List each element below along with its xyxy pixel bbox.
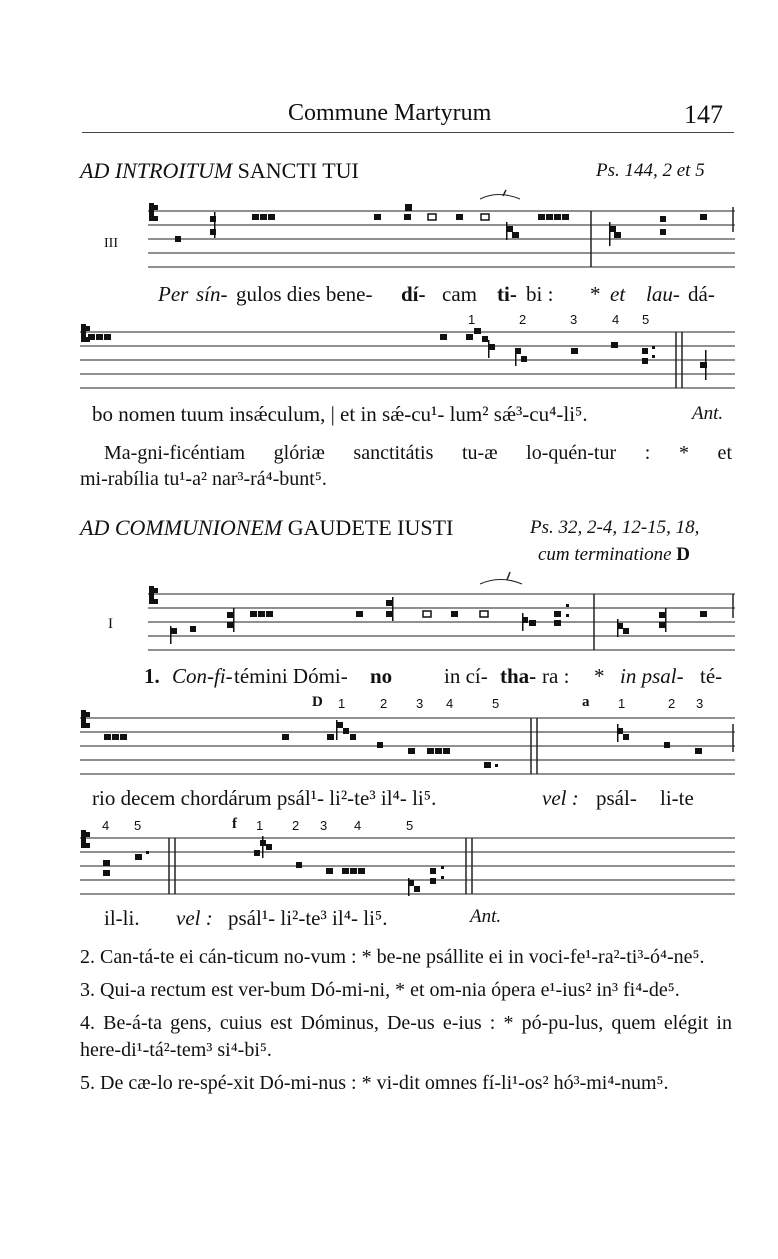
lyric-word: ti- xyxy=(497,282,517,306)
term-number: 4 xyxy=(354,818,362,833)
lyric-word: dí- xyxy=(401,282,426,306)
lyric-word: et xyxy=(610,282,626,306)
lyric-text: psál¹- li²-te³ il⁴- li⁵. xyxy=(228,906,388,930)
verse-2: 2. Can-tá-te ei cán-ticum no-vum : * be-ne psállite ei in voci-fe¹-ra²-ti³-ó⁴-ne⁵. xyxy=(80,946,705,968)
term-number: 2 xyxy=(292,818,300,833)
term-number: 2 xyxy=(519,312,527,327)
lyric-word: psál- xyxy=(596,786,637,810)
lyric-word: té- xyxy=(700,664,723,688)
term-number: 3 xyxy=(416,696,424,711)
communion-heading xyxy=(80,515,453,541)
lyric-word: tha- xyxy=(500,664,537,688)
communion-heading-rest: GAUDETE IUSTI xyxy=(287,515,454,540)
verse-4: 4. Be-á-ta gens, cuius est Dóminus, De-us e-ius : * pó-pu-lus, quem elégit in here-di¹-tá²-tem³ si⁴-bi⁵. xyxy=(80,1012,732,1061)
lyric-word: li-te xyxy=(660,786,694,810)
verse-3: 3. Qui-a rectum est ver-bum Dó-mi-ni, * et om-nia ópera e¹-ius² in³ fi⁴-de⁵. xyxy=(80,979,680,1001)
antiphon-line: mi-rabília tu¹-a² nar³-rá⁴-bunt⁵. xyxy=(80,468,327,490)
termination-letter-a: a xyxy=(582,694,590,710)
term-number: 3 xyxy=(320,818,328,833)
lyric-word: no xyxy=(370,664,393,688)
termination-letter-d: D xyxy=(312,694,323,710)
communion-lyrics-3 xyxy=(104,906,524,934)
communion-termination xyxy=(538,544,690,566)
communion-lyrics-1 xyxy=(144,664,738,692)
lyric-star: * xyxy=(590,282,601,306)
term-number: 5 xyxy=(134,818,142,833)
term-number: 1 xyxy=(338,696,346,711)
term-number: 5 xyxy=(642,312,650,327)
lyric-word: lau- xyxy=(646,282,680,306)
term-number: 1 xyxy=(256,818,264,833)
running-title: Commune Martyrum xyxy=(288,100,492,126)
lyric-text: rio decem chordárum psál¹- li²-te³ il⁴- li⁵. xyxy=(92,786,437,810)
lyric-word: sín- xyxy=(196,282,228,306)
lyric-word: Per xyxy=(158,282,189,306)
term-number: 2 xyxy=(380,696,388,711)
lyric-star: * xyxy=(594,664,605,688)
introit-lyrics-2 xyxy=(92,402,588,427)
introit-antiphon-text xyxy=(104,440,732,467)
verse-number: 1. xyxy=(144,664,160,688)
lyric-word: ra : xyxy=(542,664,570,688)
introit-reference: Ps. 144, 2 et 5 xyxy=(596,160,705,181)
lyric-word: in cí- xyxy=(444,664,488,688)
lyric-word: témini Dómi- xyxy=(234,664,348,688)
lyric-text: sǽculum, xyxy=(245,402,326,426)
lyric-vel: vel : xyxy=(176,906,213,930)
lyric-word: Con-fi- xyxy=(172,664,233,688)
term-number: 4 xyxy=(612,312,620,327)
term-number: 5 xyxy=(492,696,500,711)
termination-letter: D xyxy=(676,544,690,565)
introit-lyrics-1 xyxy=(158,282,738,310)
term-number: 4 xyxy=(446,696,454,711)
page-number: 147 xyxy=(684,100,723,129)
antiphon-cue: Ant. xyxy=(470,906,502,927)
term-number: 3 xyxy=(696,696,704,711)
lyric-text: | et in sǽ-cu¹- lum² sǽ³-cu⁴-li⁵. xyxy=(330,402,588,426)
term-number: 2 xyxy=(668,696,676,711)
lyric-word: il-li. xyxy=(104,906,140,930)
communion-verses xyxy=(80,944,732,1097)
communion-reference: Ps. 32, 2-4, 12-15, 18, xyxy=(530,517,700,538)
term-number: 1 xyxy=(468,312,476,327)
header-rule xyxy=(82,132,734,133)
lyric-word: bi : xyxy=(526,282,554,306)
communion-mode: I xyxy=(108,616,113,632)
lyric-word: gulos dies bene- xyxy=(236,282,373,306)
introit-mode: III xyxy=(104,236,118,251)
communion-lyrics-2 xyxy=(92,786,732,814)
lyric-vel: vel : xyxy=(542,786,579,810)
verse-5: 5. De cæ-lo re-spé-xit Dó-mi-nus : * vi-dit omnes fí-li¹-os² hó³-mi⁴-num⁵. xyxy=(80,1072,669,1094)
term-number: 5 xyxy=(406,818,414,833)
introit-heading-rest: SANCTI TUI xyxy=(237,158,359,183)
lyric-word: dá- xyxy=(688,282,715,306)
term-number: 4 xyxy=(102,818,110,833)
antiphon-cue: Ant. xyxy=(692,403,724,424)
lyric-word: cam xyxy=(442,282,477,306)
term-number: 3 xyxy=(570,312,578,327)
termination-label: cum terminatione xyxy=(538,544,672,565)
lyric-word: in psal- xyxy=(620,664,684,688)
term-number: 1 xyxy=(618,696,626,711)
termination-letter-f: f xyxy=(232,816,237,832)
lyric-text: bo nomen tuum in xyxy=(92,402,246,426)
introit-heading xyxy=(80,158,359,184)
antiphon-line: Ma-gni-ficéntiam glóriæ sanctitátis tu-æ lo-quén-tur : * et xyxy=(104,442,732,464)
introit-heading-italic: AD INTROITUM xyxy=(80,158,233,183)
communion-heading-italic: AD COMMUNIONEM xyxy=(80,515,283,540)
introit-antiphon-text-2 xyxy=(80,466,732,493)
